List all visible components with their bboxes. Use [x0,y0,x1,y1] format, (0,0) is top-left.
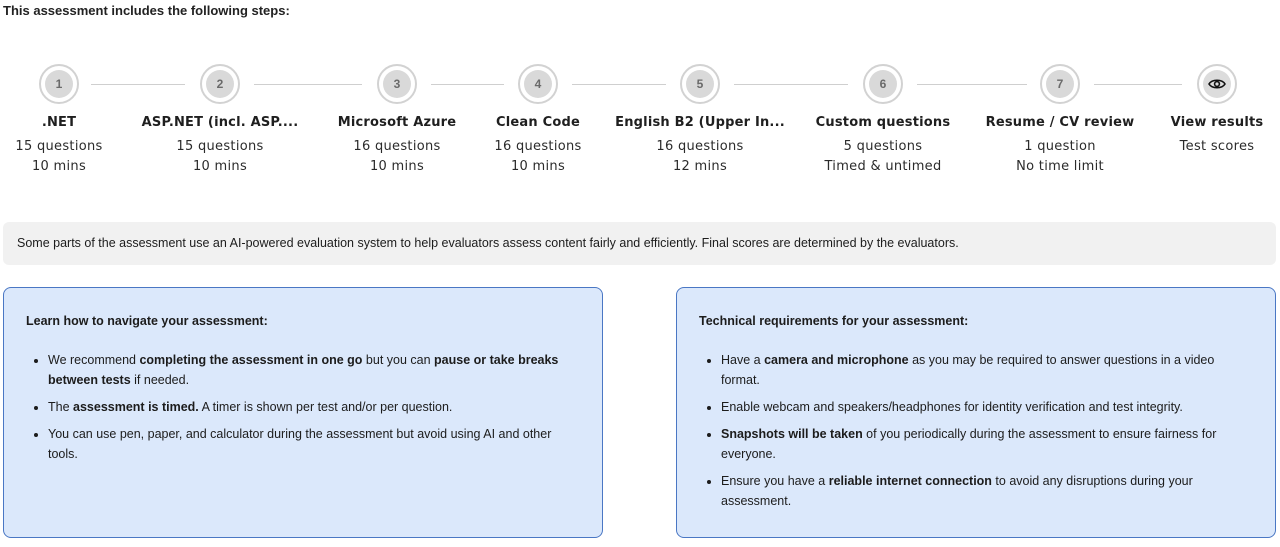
step-duration: 10 mins [369,159,425,174]
step-title: View results [1170,115,1264,130]
step-custom-questions [783,64,983,177]
step-duration: Timed & untimed [824,159,942,174]
step-circle [39,64,79,104]
technical-requirements-panel [676,287,1276,538]
step-circle [1197,64,1237,104]
step-questions: 15 questions [15,139,103,154]
step-title: Microsoft Azure [337,115,457,130]
step-questions: 16 questions [353,139,441,154]
step-number: 6 [869,70,897,98]
step-circle [200,64,240,104]
list-item: • The assessment is timed. A timer is shown per test and/or per question. [48,397,580,417]
assessment-stepper [0,64,1280,184]
step-title: Clean Code [496,115,580,130]
step-number: 1 [45,70,73,98]
navigation-tips-panel [3,287,603,538]
list-item: • We recommend completing the assessment in one go but you can pause or take breaks between tests if needed. [48,350,580,390]
ai-evaluation-notice: Some parts of the assessment use an AI-powered evaluation system to help evaluators assess content fairly and efficiently. Final scores are determined by the evaluators. [3,222,1276,265]
step-questions: 16 questions [656,139,744,154]
list-item: • Enable webcam and speakers/headphones for identity verification and test integrity. [721,397,1253,417]
assessment-intro: This assessment includes the following steps: [3,3,290,18]
step-circle [680,64,720,104]
panel-title: Learn how to navigate your assessment: [26,314,268,328]
step-circle [518,64,558,104]
panel-title: Technical requirements for your assessment: [699,314,969,328]
step-title: .NET [41,115,77,130]
requirements-list [699,350,1253,511]
step-questions: 15 questions [176,139,264,154]
step-questions: 1 question [1024,139,1096,154]
list-item: • Snapshots will be taken of you periodically during the assessment to ensure fairness for everyone. [721,424,1253,464]
step-duration: 10 mins [31,159,87,174]
step-circle [1040,64,1080,104]
list-item: • Ensure you have a reliable internet connection to avoid any disruptions during your assessment. [721,471,1253,511]
step-title: Custom questions [815,115,951,130]
step-english [600,64,800,177]
eye-icon [1203,70,1231,98]
step-title: ASP.NET (incl. ASP.... [141,115,299,130]
step-circle [377,64,417,104]
step-title: Resume / CV review [985,115,1135,130]
step-duration: 10 mins [510,159,566,174]
tips-list [26,350,580,464]
step-number: 2 [206,70,234,98]
step-number: 7 [1046,70,1074,98]
step-duration: 12 mins [672,159,728,174]
step-duration: 10 mins [192,159,248,174]
step-number: 4 [524,70,552,98]
step-title: English B2 (Upper In... [615,115,785,130]
step-questions: 16 questions [494,139,582,154]
step-duration: No time limit [1016,159,1104,174]
step-number: 5 [686,70,714,98]
list-item: • You can use pen, paper, and calculator during the assessment but avoid using AI and other tools. [48,424,580,464]
step-questions: 5 questions [843,139,923,154]
step-number: 3 [383,70,411,98]
step-circle [863,64,903,104]
list-item: • Have a camera and microphone as you may be required to answer questions in a video format. [721,350,1253,390]
step-view-results [1117,64,1280,157]
step-results: Test scores [1179,139,1255,154]
step-aspnet [120,64,320,177]
